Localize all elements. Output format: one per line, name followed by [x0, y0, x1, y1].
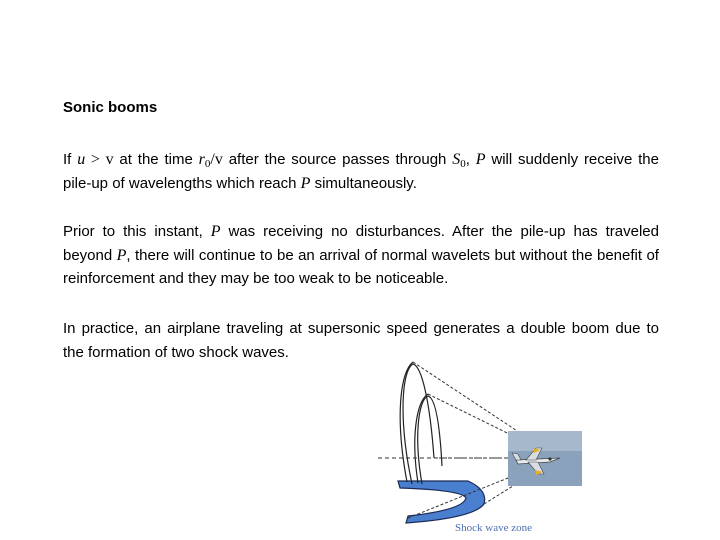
- shock-wave-zone-shape: [398, 481, 485, 523]
- shock-wave-diagram: [378, 358, 588, 538]
- math-v: v: [105, 151, 114, 168]
- math-p: P: [116, 246, 127, 264]
- math-s0: S: [452, 151, 461, 168]
- paragraph-prior-instant: Prior to this instant, P was receiving no disturbances. After the pile-up has traveled beyond P, there will continue to be an arrival of normal wavelets but without the benefit of reinforcement and they may be too weak to be noticeable.: [63, 223, 659, 287]
- paragraph-double-boom: In practice, an airplane traveling at supersonic speed generates a double boom due to the formation of two shock waves.: [63, 320, 659, 361]
- math-p: P: [210, 223, 221, 240]
- paragraph-pile-up: If u > v at the time $r_0/v$ after the source passes through $S_0$, P will suddenly receive the pile-up of wavelengths which reach P simultaneously.: [63, 151, 659, 192]
- figure-caption: Shock wave zone: [455, 522, 532, 534]
- math-r0: r: [198, 151, 205, 168]
- inner-shock-cone: [418, 396, 442, 484]
- slide-title: Sonic booms: [63, 99, 158, 116]
- math-p: P: [300, 174, 311, 192]
- math-u: u: [77, 151, 86, 168]
- math-p: P: [475, 151, 486, 168]
- shock-wave-figure: [378, 358, 588, 538]
